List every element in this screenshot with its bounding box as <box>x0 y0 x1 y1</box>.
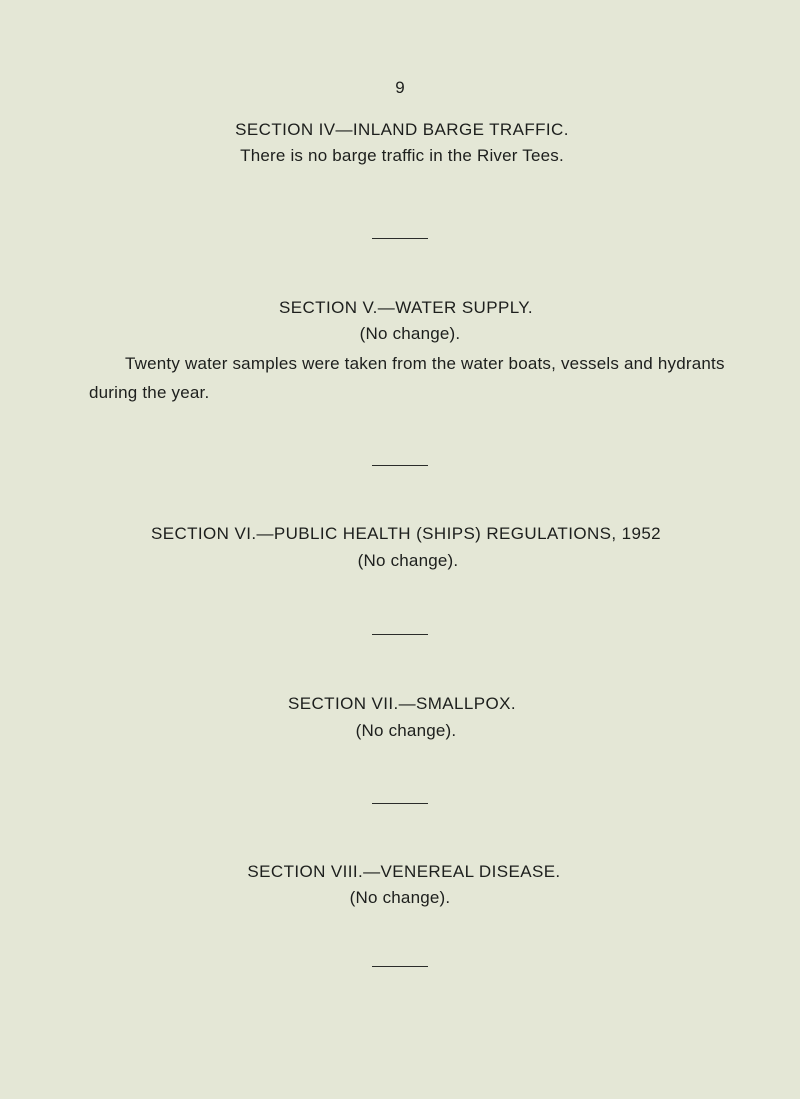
section-v-heading: SECTION V.—WATER SUPPLY. <box>279 298 533 317</box>
section-v-note: (No change). <box>359 324 461 343</box>
section-v-paragraph-line-2: during the year. <box>89 383 210 402</box>
page-number: 9 <box>395 78 405 97</box>
divider <box>372 465 428 466</box>
section-iv-text: There is no barge traffic in the River Tees. <box>240 146 564 165</box>
section-v-paragraph-line-1: Twenty water samples were taken from the water boats, vessels and hydrants <box>125 354 725 373</box>
divider <box>372 966 428 967</box>
divider <box>372 634 428 635</box>
section-iv-heading: SECTION IV—INLAND BARGE TRAFFIC. <box>235 120 569 139</box>
section-vi-note: (No change). <box>357 551 459 570</box>
section-vii-heading: SECTION VII.—SMALLPOX. <box>288 694 516 713</box>
section-vi-heading: SECTION VI.—PUBLIC HEALTH (SHIPS) REGULATIONS, 1952 <box>150 524 662 543</box>
section-viii-note: (No change). <box>349 888 451 907</box>
section-vii-note: (No change). <box>355 721 457 740</box>
section-viii-heading: SECTION VIII.—VENEREAL DISEASE. <box>247 862 561 881</box>
divider <box>372 803 428 804</box>
divider <box>372 238 428 239</box>
